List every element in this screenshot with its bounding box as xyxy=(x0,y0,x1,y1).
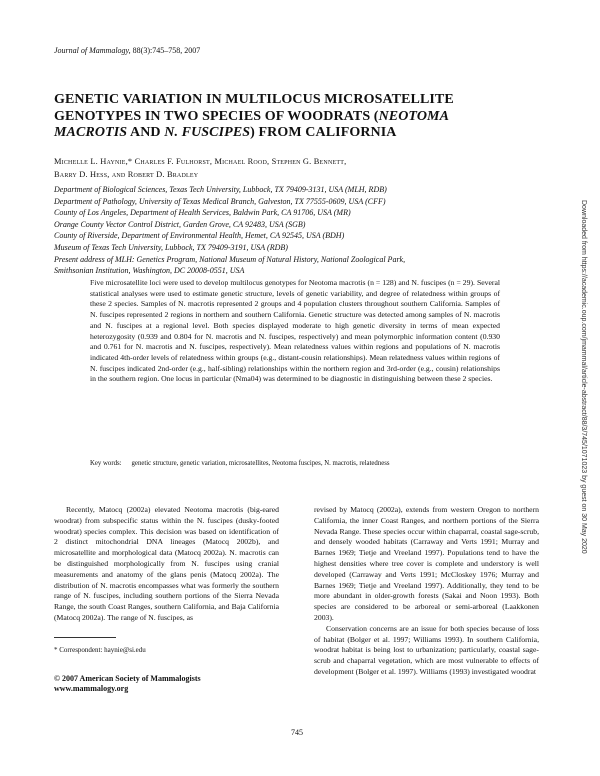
affiliation: Museum of Texas Tech University, Lubbock, TX 79409-3191, USA (RDB) xyxy=(54,242,288,252)
author-line-2: Barry D. Hess, and Robert D. Bradley xyxy=(54,169,199,179)
paragraph: Conservation concerns are an issue for both species because of loss of habitat (Bolger et al. 1997; Williams 1993). In southern California, woodrat habitat is being lost to urbanization; particularly, coastal sage-scrub and chaparral vegetation, which are most vulnerable to effects of development (Bolger et al. 1997). Williams (1993) investigated woodrat xyxy=(314,623,539,676)
affiliations xyxy=(54,184,534,277)
page-number: 745 xyxy=(291,728,303,737)
copyright-block xyxy=(54,674,201,694)
paragraph: revised by Matocq (2002a), extends from western Oregon to northern California, the inner Coast Ranges, and northern portions of the Sierra Nevada Range. These species occur within chaparral, coastal sage-scrub, and densely wooded habitats (Carraway and Verts 1991; Murray and Barnes 1969; Tietje and Vreeland 1997). Populations tend to have the highest densities where tree cover is complete and understory is well developed (Carraway and Verts 1991; McCloskey 1976; Murray and Barnes 1969; Tietje and Vreeland 1997). Additionally, they tend to be more abundant in older-growth forests (Sakai and Noon 1993). Both species are considered to be arboreal or semi-arboreal (Laakkonen 2003). xyxy=(314,505,539,622)
abstract: Five microsatellite loci were used to develop multilocus genotypes for Neotoma macrotis (n = 128) and N. fuscipes (n = 29). Several statistical analyses were used to estimate genetic structure, levels of genetic variability, and degree of relatedness within groups of these 2 species. Samples of N. macrotis represented 2 groups and 4 population clusters throughout southern California. Samples of N. fuscipes represented 2 regions in northern and southern California. Genetic structure was detected among samples of N. macrotis and N. fuscipes at a regional level. Both species displayed moderate to high genetic diversity in terms of mean expected heterozygosity (0.939 and 0.804 for N. macrotis and N. fuscipes, respectively) and mean polymorphic information content (0.930 and 0.761 for N. macrotis and N. fuscipes, respectively). Mean relatedness values within regions and populations of N. macrotis indicated 4th-order levels of relatedness within groups (e.g., distant-cousin relationships). Mean relatedness values within regions of N. fuscipes indicated 2nd-order (e.g., half-sibling) relationships within the northern region and 3rd-order (e.g., cousin) relationships in the southern region. One locus in particular (Nma04) was determined to be diagnostic in distinguishing between these 2 species. xyxy=(90,278,500,384)
body-column-left xyxy=(54,505,279,624)
affiliation: County of Riverside, Department of Environmental Health, Hemet, CA 92545, USA (BDH) xyxy=(54,231,345,241)
website-link[interactable]: www.mammalogy.org xyxy=(54,684,129,693)
body-column-right xyxy=(314,505,539,678)
copyright-line: © 2007 American Society of Mammalogists xyxy=(54,674,201,683)
author-line-1: Michelle L. Haynie,* Charles F. Fulhorst, Michael Rood, Stephen G. Bennett, xyxy=(54,157,347,166)
keywords-label: Key words: xyxy=(90,460,122,467)
keywords-text: genetic structure, genetic variation, microsatellites, Neotoma fuscipes, N. macrotis, relatedness xyxy=(131,460,390,467)
affiliation: County of Los Angeles, Department of Health Services, Baldwin Park, CA 91706, USA (MR) xyxy=(54,208,351,218)
paragraph: Recently, Matocq (2002a) elevated Neotoma macrotis (big-eared woodrat) from subspecific status within the N. fuscipes (dusky-footed woodrat) species complex. This decision was based on identification of 2 distinct mitochondrial DNA lineages (Matocq 2002b), and microsatellite and morphological data (Matocq 2002a). N. macrotis can be distinguished morphologically from N. fuscipes using cranial measurements and anatomy of the glans penis (Matocq 2002a). The distribution of N. macrotis encompasses what was formerly the southern range of N. fuscipes, including southern portions of the Sierra Nevada Range, the south Coast Ranges, southern California, and Baja California (Matocq 2002a). The range of N. fuscipes, as xyxy=(54,505,279,622)
correspondent-footnote: * Correspondent: haynie@si.edu xyxy=(54,646,146,654)
affiliation: Department of Biological Sciences, Texas Tech University, Lubbock, TX 79409-3131, USA (MLH, RDB) xyxy=(54,185,387,194)
download-side-note: Downloaded from https://academic.oup.com/jmammal/article-abstract/88/3/745/1071023 by guest on 30 May 2020 xyxy=(580,200,587,554)
affiliation: Smithsonian Institution, Washington, DC 20008-0551, USA xyxy=(54,266,245,276)
author-list xyxy=(54,156,524,181)
article-title: GENETIC VARIATION IN MULTILOCUS MICROSATELLITE GENOTYPES IN TWO SPECIES OF WOODRATS (NEOTOMA MACROTIS AND N. FUSCIPES) FROM CALIFORNIA xyxy=(54,92,454,140)
footnote-divider xyxy=(54,637,116,638)
affiliation: Present address of MLH: Genetics Program, National Museum of Natural History, National Zoological Park, xyxy=(54,254,406,264)
affiliation: Department of Pathology, University of Texas Medical Branch, Galveston, TX 77555-0609, USA (CFF) xyxy=(54,196,386,206)
keywords xyxy=(90,460,510,467)
journal-citation: Journal of Mammalogy, 88(3):745–758, 2007 xyxy=(54,46,201,55)
affiliation: Orange County Vector Control District, Garden Grove, CA 92483, USA (SGB) xyxy=(54,219,306,229)
